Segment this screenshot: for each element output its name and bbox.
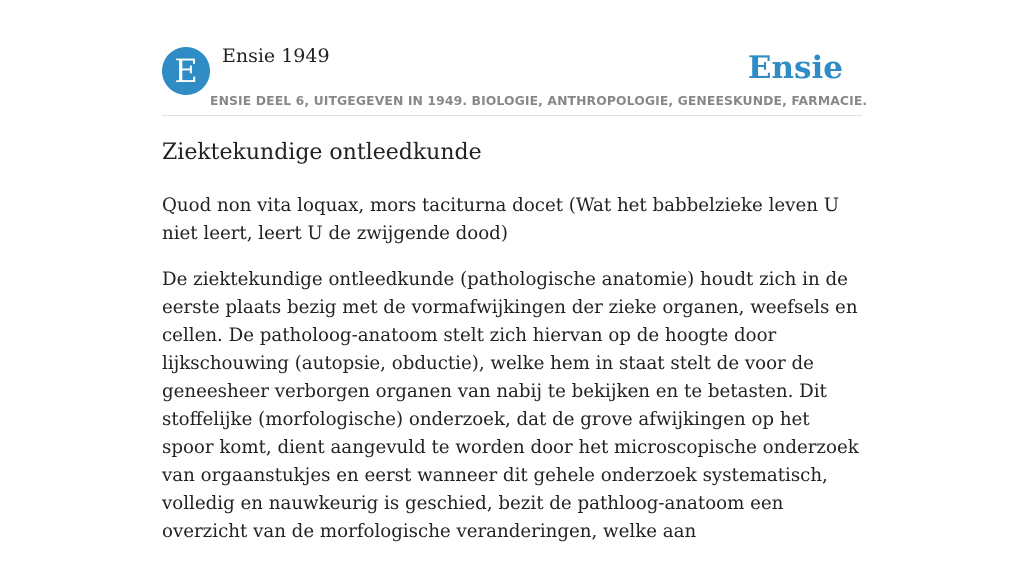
body-paragraph: De ziektekundige ontleedkunde (pathologische anatomie) houdt zich in de eerste plaats bezig met de vormafwijkingen der zieke organen, weefsels en cellen. De patholoog-anatoom stelt zich hiervan op de hoogte door lijkschouwing (autopsie, obductie), welke hem in staat stelt de voor de geneesheer verborgen organen van nabij te bekijken en te betasten. Dit stoffelijke (morfologische) onderzoek, dat de grove afwijkingen op het spoor komt, dient aangevuld te worden door het microscopische onderzoek van orgaanstukjes en eerst wanneer dit gehele onderzoek systematisch, volledig en nauwkeurig is geschied, bezit de pathloog-anatoom een overzicht van de morfologische veranderingen, welke aan — [162, 269, 859, 542]
page-title: Ziektekundige ontleedkunde — [162, 140, 482, 165]
source-title[interactable]: Ensie 1949 — [222, 45, 330, 67]
article-body — [162, 192, 862, 564]
source-subtitle: ENSIE DEEL 6, UITGEGEVEN IN 1949. BIOLOGIE, ANTHROPOLOGIE, GENEESKUNDE, FARMACIE. — [210, 93, 868, 108]
header-divider — [162, 115, 862, 116]
quote-paragraph: Quod non vita loquax, mors taciturna docet (Wat het babbelzieke leven U niet leert, leert U de zwijgende dood) — [162, 195, 840, 244]
ensie-logo-icon[interactable]: E — [162, 47, 210, 95]
brand-logo-link[interactable]: Ensie — [747, 50, 843, 86]
